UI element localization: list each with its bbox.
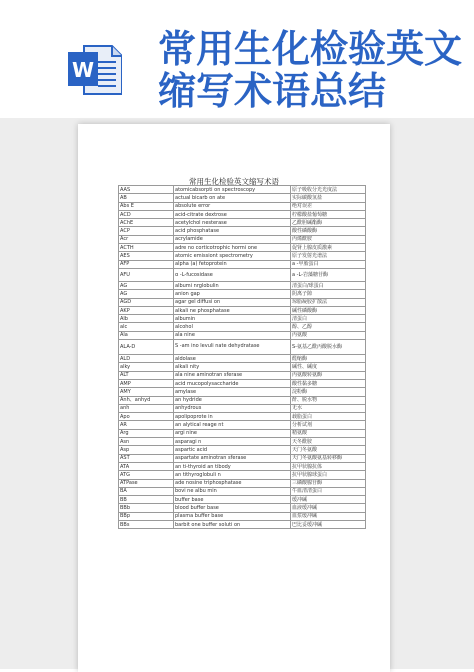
chinese-term-cell: 碱性磷酸酶 xyxy=(291,306,366,314)
table-row xyxy=(119,396,366,404)
abbreviation-cell: Anh、anhyd xyxy=(119,396,174,404)
word-document-icon xyxy=(68,40,122,98)
english-term-cell: an ti-thyroid an tibody xyxy=(174,462,291,470)
abbreviation-cell: AGD xyxy=(119,298,174,306)
abbreviation-cell: Acr xyxy=(119,235,174,243)
english-term-cell: adre no corticotrophic hormi one xyxy=(174,244,291,252)
table-row xyxy=(119,479,366,487)
table-row xyxy=(119,454,366,462)
chinese-term-cell: 丙烯酰胺 xyxy=(291,235,366,243)
english-term-cell: an alytical reage nt xyxy=(174,421,291,429)
abbreviation-cell: ACTH xyxy=(119,244,174,252)
table-row xyxy=(119,340,366,355)
chinese-term-cell: 原子吸收分光光度法 xyxy=(291,186,366,194)
chinese-term-cell: a -甲胎蛋白 xyxy=(291,260,366,268)
table-row xyxy=(119,446,366,454)
document-title: 常用生化检验英文缩写术语 xyxy=(189,177,279,186)
abbreviation-cell: Ala xyxy=(119,331,174,339)
abbreviation-cell: Asn xyxy=(119,438,174,446)
table-row xyxy=(119,227,366,235)
chinese-term-cell: 淀粉酶 xyxy=(291,388,366,396)
english-term-cell: apolipoprote in xyxy=(174,413,291,421)
table-row xyxy=(119,404,366,412)
page-title-line-2: 缩写术语总结 xyxy=(158,69,387,113)
chinese-term-cell: 酸性磷酸酶 xyxy=(291,227,366,235)
english-term-cell: barbit one buffer soluti on xyxy=(174,520,291,528)
abbreviation-cell: AFU xyxy=(119,268,174,281)
chinese-term-cell: 清蛋白/球蛋白 xyxy=(291,281,366,289)
english-term-cell: bovi ne albu min xyxy=(174,487,291,495)
table-row xyxy=(119,186,366,194)
chinese-term-cell: 促肾上腺皮质激素 xyxy=(291,244,366,252)
abbreviation-cell: BBs xyxy=(119,520,174,528)
english-term-cell: acid phosphatase xyxy=(174,227,291,235)
table-row xyxy=(119,512,366,520)
english-term-cell: alcohol xyxy=(174,323,291,331)
english-term-cell: amylase xyxy=(174,388,291,396)
abbreviation-cell: ATA xyxy=(119,462,174,470)
english-term-cell: agar gel diffusi on xyxy=(174,298,291,306)
abbreviation-cell: ATPase xyxy=(119,479,174,487)
chinese-term-cell: a -L-岩藻糖苷酶 xyxy=(291,268,366,281)
table-row xyxy=(119,252,366,260)
english-term-cell: ade nosine triphosphatase xyxy=(174,479,291,487)
abbreviation-cell: BA xyxy=(119,487,174,495)
english-term-cell: an hydride xyxy=(174,396,291,404)
chinese-term-cell: S-氨基乙酰丙酸脱水酶 xyxy=(291,340,366,355)
table-row xyxy=(119,471,366,479)
abbreviation-cell: Arg xyxy=(119,429,174,437)
table-row xyxy=(119,306,366,314)
abbreviation-cell: AB xyxy=(119,194,174,202)
chinese-term-cell: 清蛋白 xyxy=(291,315,366,323)
english-term-cell: anion gap xyxy=(174,290,291,298)
abbreviation-cell: AG xyxy=(119,290,174,298)
chinese-term-cell: 醇、乙醇 xyxy=(291,323,366,331)
table-row xyxy=(119,371,366,379)
chinese-term-cell: 天门冬氨酸 xyxy=(291,446,366,454)
table-row xyxy=(119,504,366,512)
abbreviation-cell: BB xyxy=(119,496,174,504)
table-row xyxy=(119,355,366,363)
english-term-cell: blood buffer base xyxy=(174,504,291,512)
abbreviation-cell: Alb xyxy=(119,315,174,323)
table-row xyxy=(119,281,366,289)
english-term-cell: acid mucopolysaccharide xyxy=(174,379,291,387)
english-term-cell: asparagi n xyxy=(174,438,291,446)
chinese-term-cell: 抗甲状腺抗体 xyxy=(291,462,366,470)
abbreviation-cell: AFP xyxy=(119,260,174,268)
table-row xyxy=(119,363,366,371)
chinese-term-cell: 实际碳酸氢盐 xyxy=(291,194,366,202)
english-term-cell: alkali nity xyxy=(174,363,291,371)
table-row xyxy=(119,268,366,281)
chinese-term-cell: 精氨酸 xyxy=(291,429,366,437)
chinese-term-cell: 血液缓冲碱 xyxy=(291,504,366,512)
table-row xyxy=(119,379,366,387)
word-icon-letter: W xyxy=(71,58,95,82)
header-banner xyxy=(0,0,474,118)
chinese-term-cell: 天冬酰胺 xyxy=(291,438,366,446)
english-term-cell: ala nine xyxy=(174,331,291,339)
abbreviation-cell: alky xyxy=(119,363,174,371)
chinese-term-cell: 天门冬氨酸氨基转移酶 xyxy=(291,454,366,462)
chinese-term-cell: 酸性黏多糖 xyxy=(291,379,366,387)
table-row xyxy=(119,235,366,243)
chinese-term-cell: 碱性、碱度 xyxy=(291,363,366,371)
terms-table-body xyxy=(119,186,366,529)
table-row xyxy=(119,496,366,504)
chinese-term-cell: 无水 xyxy=(291,404,366,412)
english-term-cell: ala nine aminotran sferase xyxy=(174,371,291,379)
table-row xyxy=(119,298,366,306)
english-term-cell: acetylchol nesterase xyxy=(174,219,291,227)
abbreviation-cell: BBb xyxy=(119,504,174,512)
page-title-line-1: 常用生化检验英文 xyxy=(158,27,463,71)
abbreviation-cell: AMY xyxy=(119,388,174,396)
english-term-cell: actual bicarb on ate xyxy=(174,194,291,202)
abbreviation-cell: alc xyxy=(119,323,174,331)
english-term-cell: an tithyroglobuli n xyxy=(174,471,291,479)
english-term-cell: S -am ino levuli nate dehydratase xyxy=(174,340,291,355)
chinese-term-cell: 分析试剂 xyxy=(291,421,366,429)
chinese-term-cell: 乙酰胆碱酯酶 xyxy=(291,219,366,227)
table-row xyxy=(119,202,366,210)
table-row xyxy=(119,290,366,298)
table-row xyxy=(119,487,366,495)
chinese-term-cell: 丙氨酸转氨酶 xyxy=(291,371,366,379)
table-row xyxy=(119,219,366,227)
abbreviation-cell: AKP xyxy=(119,306,174,314)
table-row xyxy=(119,421,366,429)
table-row xyxy=(119,194,366,202)
abbreviation-cell: AR xyxy=(119,421,174,429)
abbreviation-cell: ACP xyxy=(119,227,174,235)
english-term-cell: atomic emissiont spectrometry xyxy=(174,252,291,260)
table-row xyxy=(119,388,366,396)
chinese-term-cell: 巴比妥缓冲碱 xyxy=(291,520,366,528)
english-term-cell: atomicabsorpti on spectroscopy xyxy=(174,186,291,194)
document-page xyxy=(78,124,390,672)
english-term-cell: albumin xyxy=(174,315,291,323)
abbreviation-cell: AChE xyxy=(119,219,174,227)
chinese-term-cell: 载脂蛋白 xyxy=(291,413,366,421)
english-term-cell: α -L-fucosidase xyxy=(174,268,291,281)
abbreviation-cell: Apo xyxy=(119,413,174,421)
english-term-cell: buffer base xyxy=(174,496,291,504)
abbreviation-cell: ALD xyxy=(119,355,174,363)
table-row xyxy=(119,413,366,421)
english-term-cell: argi nine xyxy=(174,429,291,437)
english-term-cell: aldolase xyxy=(174,355,291,363)
table-row xyxy=(119,244,366,252)
chinese-term-cell: 琼脂凝胶扩散法 xyxy=(291,298,366,306)
chinese-term-cell: 阴离子隙 xyxy=(291,290,366,298)
abbreviation-cell: Asp xyxy=(119,446,174,454)
english-term-cell: acid-citrate dextrose xyxy=(174,210,291,218)
chinese-term-cell: 酐、脱水物 xyxy=(291,396,366,404)
chinese-term-cell: 缓冲碱 xyxy=(291,496,366,504)
table-row xyxy=(119,323,366,331)
table-row xyxy=(119,438,366,446)
abbreviation-cell: AES xyxy=(119,252,174,260)
english-term-cell: aspartic acid xyxy=(174,446,291,454)
abbreviation-cell: AG xyxy=(119,281,174,289)
english-term-cell: acrylamide xyxy=(174,235,291,243)
chinese-term-cell: 三磷酸腺苷酶 xyxy=(291,479,366,487)
abbreviation-cell: ALT xyxy=(119,371,174,379)
table-row xyxy=(119,331,366,339)
abbreviation-cell: AMP xyxy=(119,379,174,387)
english-term-cell: aspartate aminotran sferase xyxy=(174,454,291,462)
chinese-term-cell: 抗甲状腺球蛋白 xyxy=(291,471,366,479)
english-term-cell: alkali ne phosphatase xyxy=(174,306,291,314)
abbreviation-cell: AST xyxy=(119,454,174,462)
abbreviation-cell: ACD xyxy=(119,210,174,218)
chinese-term-cell: 醛缩酶 xyxy=(291,355,366,363)
chinese-term-cell: 柠檬酸盐葡萄糖 xyxy=(291,210,366,218)
english-term-cell: plasma buffer base xyxy=(174,512,291,520)
table-row xyxy=(119,260,366,268)
english-term-cell: alpha (a) fetoprotein xyxy=(174,260,291,268)
abbreviation-cell: ALA-D xyxy=(119,340,174,355)
chinese-term-cell: 血浆缓冲碱 xyxy=(291,512,366,520)
table-row xyxy=(119,315,366,323)
chinese-term-cell: 原子发射光谱法 xyxy=(291,252,366,260)
terms-table xyxy=(118,185,366,529)
chinese-term-cell: 绝对误差 xyxy=(291,202,366,210)
english-term-cell: albumi nrglobulin xyxy=(174,281,291,289)
chinese-term-cell: 牛血清清蛋白 xyxy=(291,487,366,495)
abbreviation-cell: AAS xyxy=(119,186,174,194)
english-term-cell: anhydrous xyxy=(174,404,291,412)
table-row xyxy=(119,520,366,528)
table-row xyxy=(119,462,366,470)
table-row xyxy=(119,429,366,437)
english-term-cell: absolute error xyxy=(174,202,291,210)
abbreviation-cell: anh xyxy=(119,404,174,412)
abbreviation-cell: ATG xyxy=(119,471,174,479)
table-row xyxy=(119,210,366,218)
abbreviation-cell: BBp xyxy=(119,512,174,520)
chinese-term-cell: 丙氨酸 xyxy=(291,331,366,339)
abbreviation-cell: Abs E xyxy=(119,202,174,210)
